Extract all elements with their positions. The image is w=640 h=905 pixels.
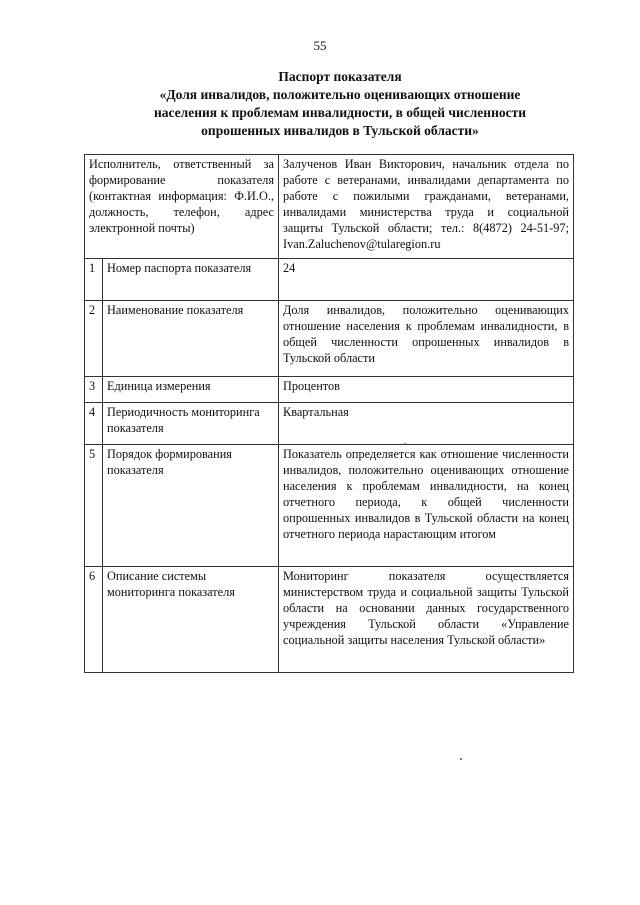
row-label: Порядок формирования показателя	[103, 445, 279, 567]
title-line: Паспорт показателя	[278, 69, 402, 84]
row-number: 4	[85, 403, 103, 445]
row-number: 1	[85, 259, 103, 301]
table-row	[85, 567, 574, 673]
row-value: Мониторинг показателя осуществляется министерством труда и социальной защиты Тульской области на основании данных государственного учреждения Тульской области «Управление социальной защиты населения Тульской области»	[279, 567, 574, 673]
row-number: 5	[85, 445, 103, 567]
scan-speck	[460, 758, 462, 760]
title-line: опрошенных инвалидов в Тульской области»	[201, 123, 479, 138]
table-row	[85, 445, 574, 567]
title-line: «Доля инвалидов, положительно оценивающих отношение	[159, 87, 521, 102]
document-title	[110, 68, 570, 140]
executor-value: Залученов Иван Викторович, начальник отдела по работе с ветеранами, инвалидами департамента по работе с пожилыми гражданами, ветеранами, инвалидами министерства труда и социальной защиты Тульской области; тел.: 8(4872) 24-51-97; Ivan.Zaluchenov@tularegion.ru	[279, 155, 574, 259]
row-value: Показатель определяется как отношение численности инвалидов, положительно оценивающих отношение населения к проблемам инвалидности, на конец отчетного периода, к общей численности опрошенных инвалидов в Тульской области на конец отчетного периода нарастающим итогом	[279, 445, 574, 567]
row-value: Процентов	[279, 377, 574, 403]
row-value: Квартальная	[279, 403, 574, 445]
row-number: 2	[85, 301, 103, 377]
row-value: 24	[279, 259, 574, 301]
passport-table	[84, 154, 574, 673]
row-label: Описание системы мониторинга показателя	[103, 567, 279, 673]
page-number: 55	[313, 38, 327, 53]
row-number: 6	[85, 567, 103, 673]
title-line: населения к проблемам инвалидности, в общей численности	[153, 105, 526, 120]
table-row	[85, 259, 574, 301]
scan-speck	[404, 443, 406, 445]
table-row	[85, 301, 574, 377]
row-label: Номер паспорта показателя	[103, 259, 279, 301]
executor-label: Исполнитель, ответственный за формирование показателя (контактная информация: Ф.И.О., должность, телефон, адрес электронной почты)	[85, 155, 279, 259]
row-label: Периодичность мониторинга показателя	[103, 403, 279, 445]
row-number: 3	[85, 377, 103, 403]
row-value: Доля инвалидов, положительно оценивающих отношение населения к проблемам инвалидности, в общей численности опрошенных инвалидов в Тульской области	[279, 301, 574, 377]
table-row	[85, 403, 574, 445]
table-row	[85, 377, 574, 403]
table-row-executor	[85, 155, 574, 259]
row-label: Единица измерения	[103, 377, 279, 403]
row-label: Наименование показателя	[103, 301, 279, 377]
